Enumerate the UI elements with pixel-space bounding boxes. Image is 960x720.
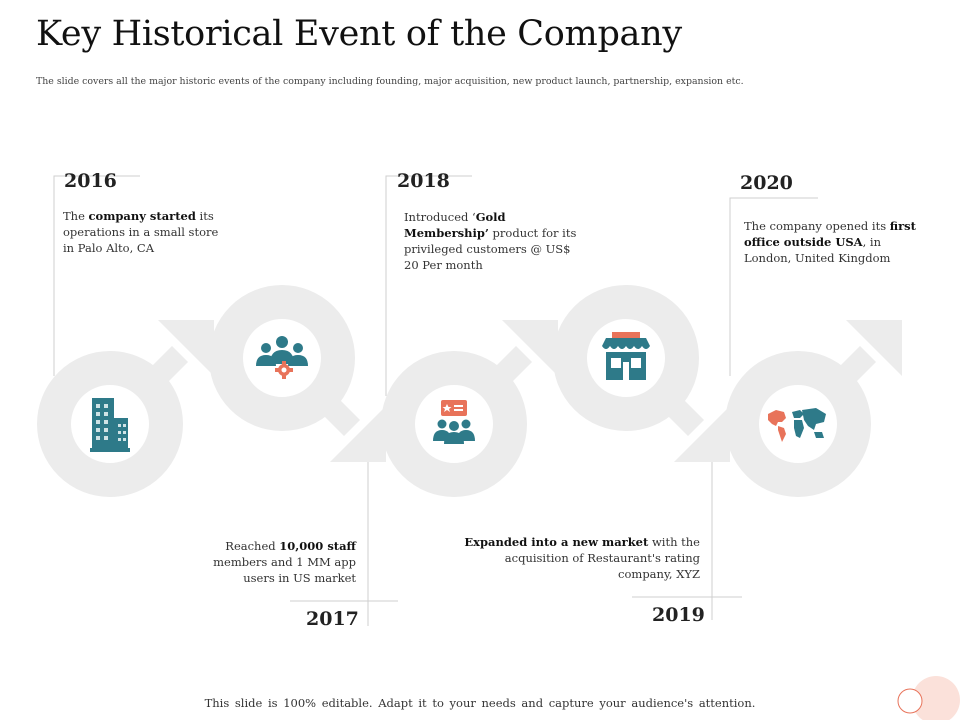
ring-arrow-2020 [742,320,902,480]
event-description-2019 [460,534,700,582]
highlight-text: Gold Membership’ [404,210,506,240]
world-map-icon [768,408,826,442]
ring-arrow-2018 [398,320,558,480]
body-text: Introduced ‘ [404,210,476,224]
ring-arrow-2019 [570,302,730,462]
page-title: Key Historical Event of the Company [36,14,682,54]
year-label-2020: 2020 [740,172,793,194]
year-label-2017: 2017 [306,608,359,630]
year-label-2016: 2016 [64,170,117,192]
body-text: with the acquisition of Restaurant's rating company, XYZ [504,535,700,581]
membership-card-group-icon [433,400,475,444]
office-building-icon [90,398,130,452]
year-label-2018: 2018 [397,170,450,192]
highlight-text: first office outside USA [744,219,916,249]
body-text: its operations in a small store in Palo Alto, CA [63,209,219,255]
highlight-text: 10,000 staff [279,539,356,553]
ring-arrow-2016 [54,320,214,480]
body-text: The company opened its [744,219,890,233]
page-subtitle: The slide covers all the major historic events of the company including founding, major acquisition, new product launch, partnership, expansion etc. [36,76,744,87]
body-text: Reached [225,539,280,553]
footer-note: This slide is 100% editable. Adapt it to your needs and capture your audience's attention. [204,696,756,710]
highlight-text: company started [88,209,196,223]
event-description-2020 [744,218,916,266]
ring-arrow-2017 [226,302,386,462]
event-description-2016 [63,208,233,256]
body-text: members and 1 MM app users in US market [213,555,356,585]
event-description-2017 [196,538,356,586]
team-gear-icon [256,336,308,379]
highlight-text: Expanded into a new market [464,535,649,549]
body-text: , in London, United Kingdom [744,235,891,265]
storefront-icon [602,332,650,380]
body-text: product for its privileged customers @ US$ 20 Per month [404,226,577,272]
year-label-2019: 2019 [652,604,705,626]
event-description-2018 [404,209,580,273]
body-text: The [63,209,89,223]
